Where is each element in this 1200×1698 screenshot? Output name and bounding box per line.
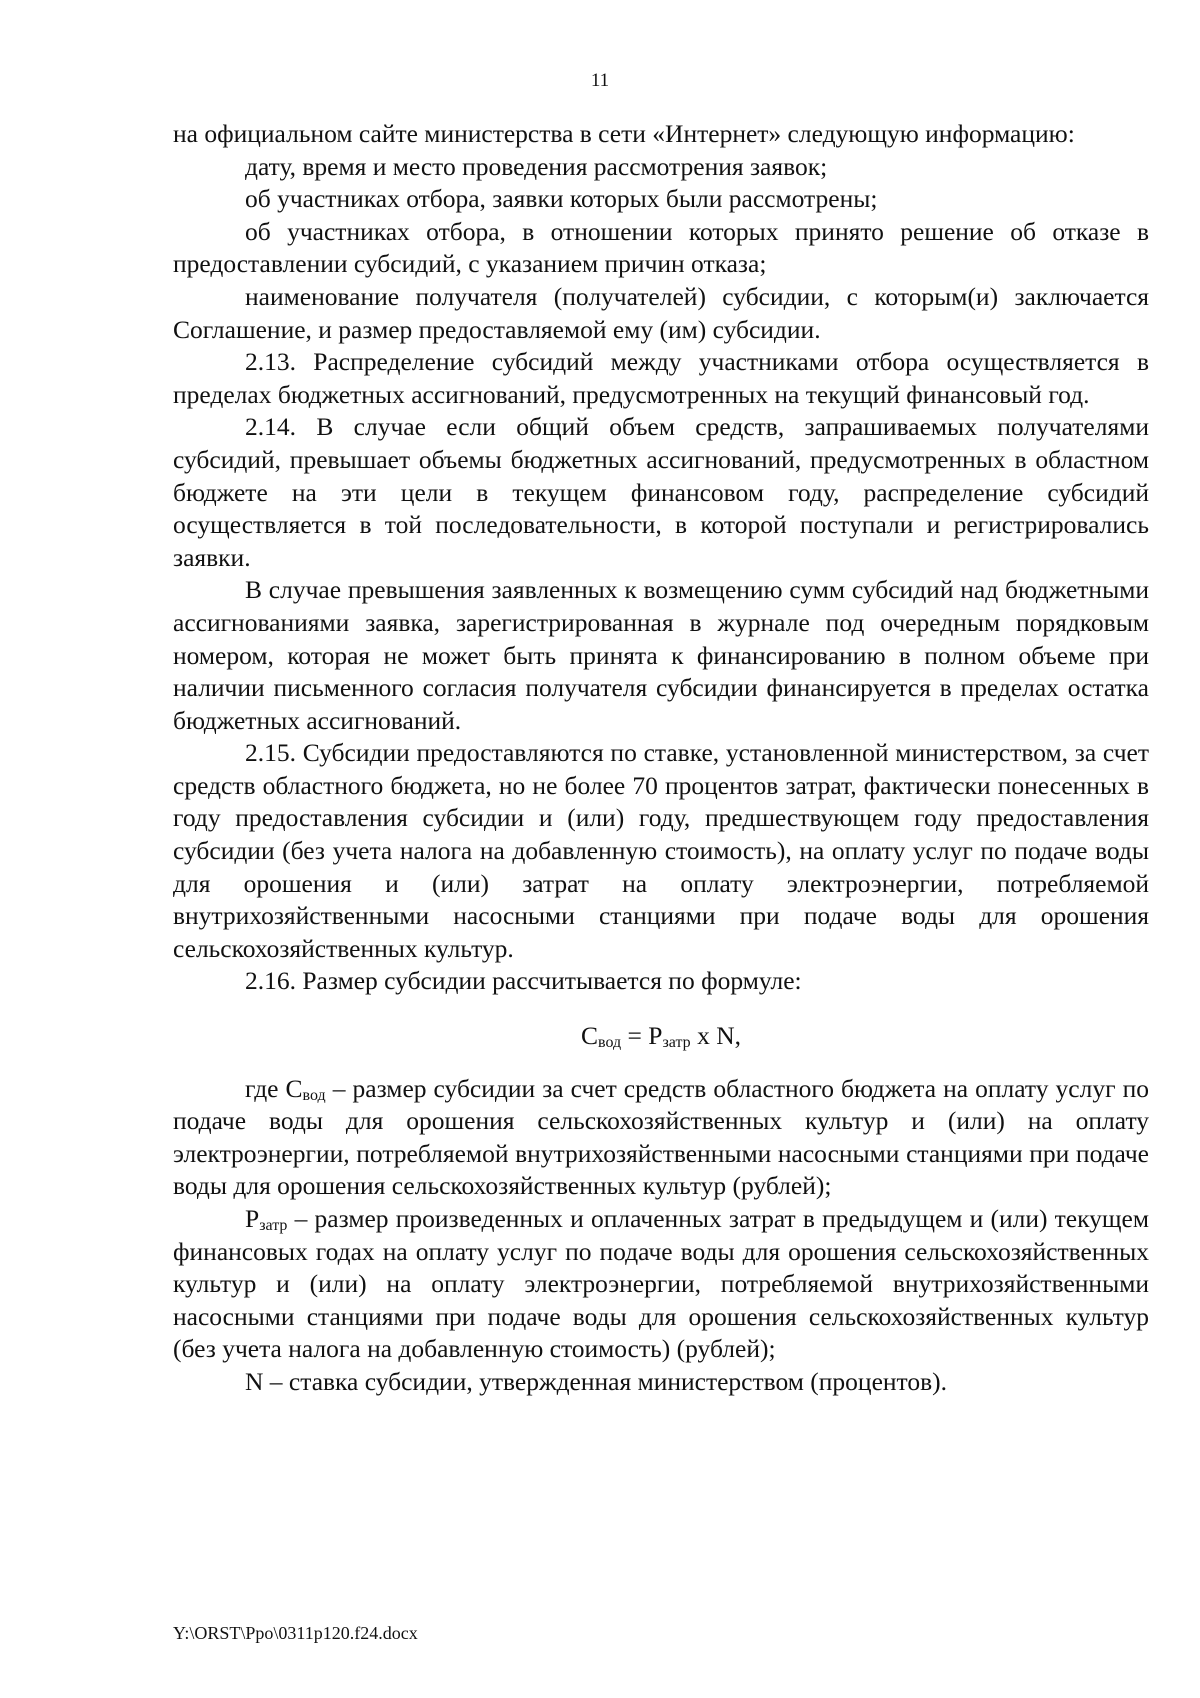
definition-p-zatr bbox=[173, 1203, 1149, 1366]
page-number: 11 bbox=[590, 70, 610, 91]
formula-c-subscript: вод bbox=[598, 1034, 622, 1052]
list-item-refusal: об участниках отбора, в отношении которых принято решение об отказе в предоставлении субсидий, с указанием причин отказа; bbox=[173, 216, 1149, 279]
list-item-date: дату, время и место проведения рассмотрения заявок; bbox=[245, 151, 828, 181]
formula-rest: х N, bbox=[690, 1021, 741, 1051]
definition-c-text: – размер субсидии за счет средств областного бюджета на оплату услуг по подаче воды для орошения сельскохозяйственных культур и (или) на оплату электроэнергии, потребляемой внутрихозяйственными насосными станциями при подаче воды для орошения сельскохозяйственных культур (рублей); bbox=[173, 1073, 1149, 1201]
paragraph-excess: В случае превышения заявленных к возмещению сумм субсидий над бюджетными ассигнованиями заявка, зарегистрированная в журнале под очередным порядковым номером, которая не может быть принята к финансированию в полном объеме при наличии письменного согласия получателя субсидии финансируется в пределах остатка бюджетных ассигнований. bbox=[173, 575, 1149, 735]
definition-p-subscript: затр bbox=[259, 1217, 288, 1234]
list-item-participants: об участниках отбора, заявки которых были рассмотрены; bbox=[245, 184, 878, 214]
paragraph-2-13: 2.13. Распределение субсидий между участниками отбора осуществляется в пределах бюджетных ассигнований, предусмотренных на текущий финансовый год. bbox=[173, 347, 1149, 409]
paragraph-2-15: 2.15. Субсидии предоставляются по ставке, установленной министерством, за счет средств областного бюджета, но не более 70 процентов затрат, фактически понесенных в году предоставления субсидии и (или) году, предшествующем году предоставления субсидии (без учета налога на добавленную стоимость), на оплату услуг по подаче воды для орошения и (или) затрат на оплату электроэнергии, потребляемой внутрихозяйственными насосными станциями при подаче воды для орошения сельскохозяйственных культур. bbox=[173, 738, 1149, 963]
formula-equals: = bbox=[621, 1021, 649, 1051]
paragraph-2-16: 2.16. Размер субсидии рассчитывается по формуле: bbox=[245, 966, 802, 996]
formula-p: Р bbox=[648, 1021, 663, 1051]
definition-c-prefix: где С bbox=[245, 1073, 303, 1103]
document-body bbox=[173, 118, 1149, 1399]
definition-c-vod bbox=[173, 1073, 1149, 1203]
paragraph-2-14: 2.14. В случае если общий объем средств, запрашиваемых получателями субсидий, превышает объемы бюджетных ассигнований, предусмотренных в областном бюджете на эти цели в текущем финансовом году, распределение субсидий осуществляется в той последовательности, в которой поступали и регистрировались заявки. bbox=[173, 412, 1149, 572]
definition-p-prefix: Р bbox=[245, 1204, 260, 1233]
definition-c-subscript: вод bbox=[302, 1086, 326, 1104]
definition-n: N – ставка субсидии, утвержденная министерством (процентов). bbox=[245, 1366, 947, 1396]
formula bbox=[173, 1020, 1149, 1053]
definition-p-text: – размер произведенных и оплаченных затрат в предыдущем и (или) текущем финансовых годах на оплату услуг по подаче воды для орошения сельскохозяйственных культур и (или) на оплату электроэнергии, потребляемой внутрихозяйственными насосными станциями при подаче воды для орошения сельскохозяйственных культур (без учета налога на добавленную стоимость) (рублей); bbox=[173, 1204, 1149, 1364]
list-item-recipient: наименование получателя (получателей) субсидии, с которым(и) заключается Соглашение, и размер предоставляемой ему (им) субсидии. bbox=[173, 281, 1149, 344]
formula-p-subscript: затр bbox=[662, 1034, 691, 1052]
file-path-footer: Y:\ORST\Ppo\0311p120.f24.docx bbox=[173, 1623, 418, 1643]
formula-c: С bbox=[581, 1021, 599, 1051]
paragraph-intro: на официальном сайте министерства в сети «Интернет» следующую информацию: bbox=[173, 119, 1075, 148]
